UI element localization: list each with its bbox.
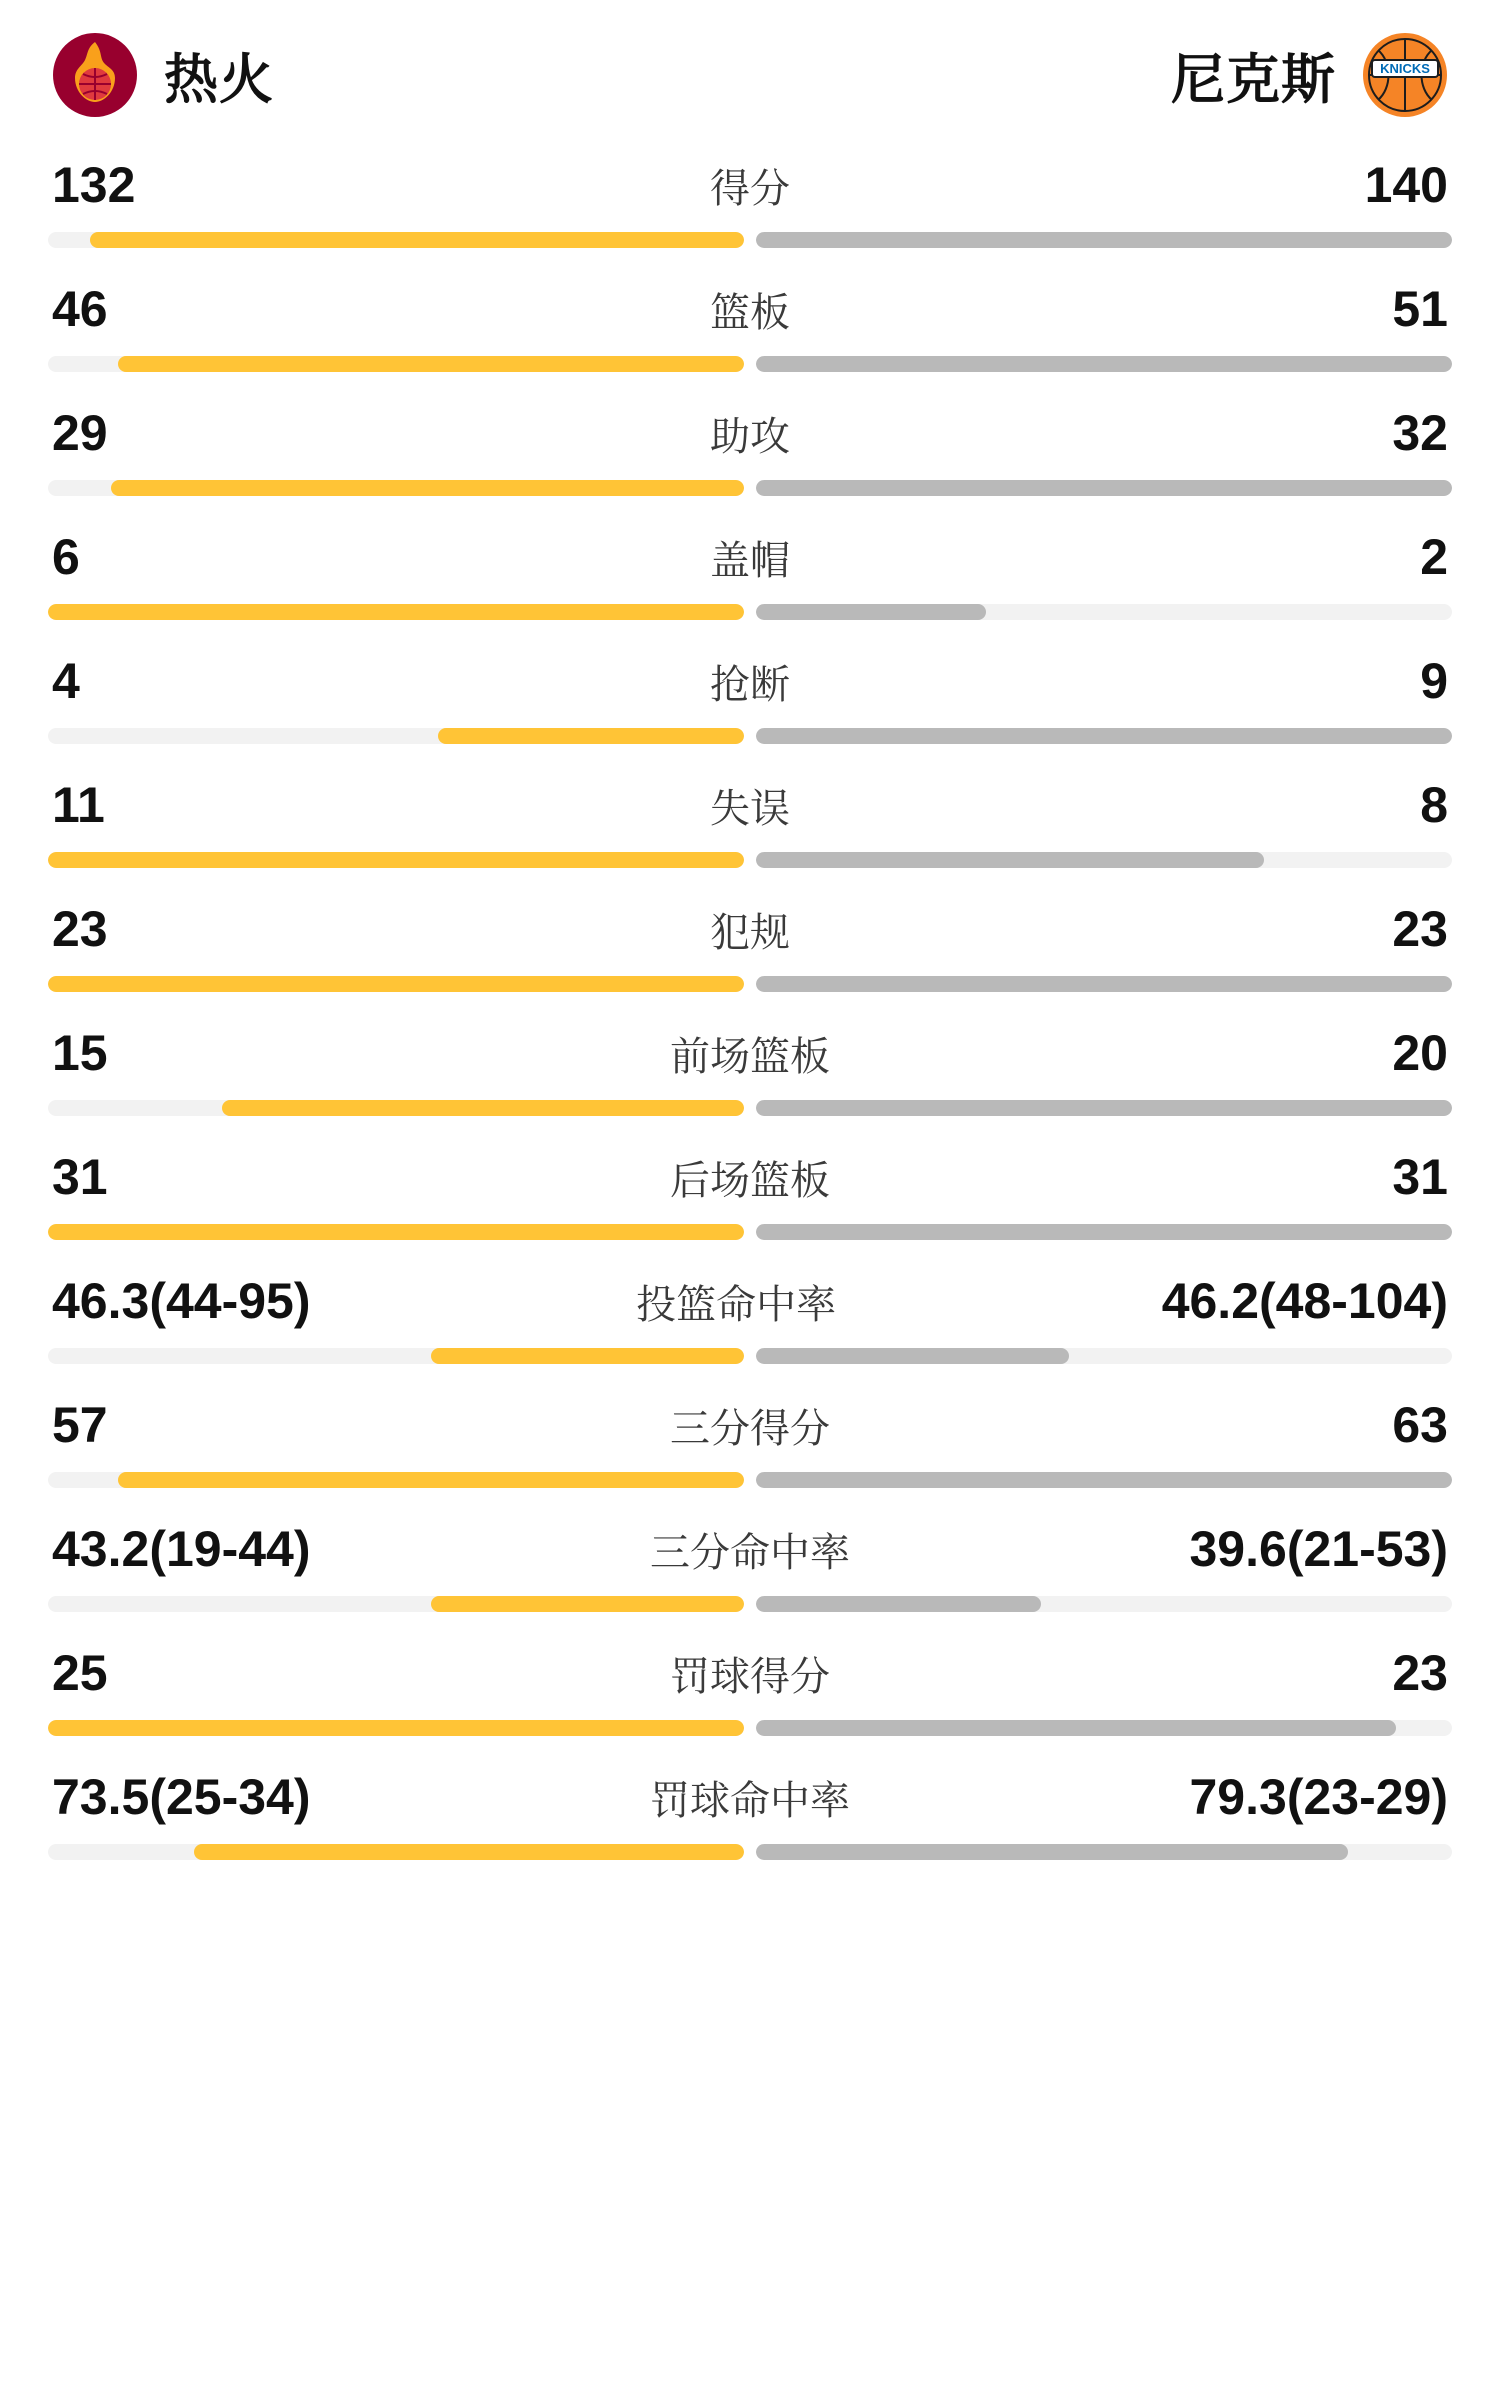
home-bar-track xyxy=(48,356,744,372)
home-bar-fill xyxy=(438,728,744,744)
away-stat-value: 79.3(23-29) xyxy=(1189,1769,1448,1825)
stat-bars xyxy=(48,852,1452,868)
away-bar-fill xyxy=(756,1100,1452,1116)
away-team-name: 尼克斯 xyxy=(1171,49,1336,110)
stat-bars xyxy=(48,1720,1452,1736)
away-bar-track xyxy=(756,976,1452,992)
away-stat-value: 2 xyxy=(1420,529,1448,585)
stat-row xyxy=(48,150,1452,248)
stat-header xyxy=(48,900,1452,958)
home-bar-fill xyxy=(48,976,744,992)
stat-bars xyxy=(48,728,1452,744)
stat-label: 三分得分 xyxy=(670,1407,830,1451)
away-bar-track xyxy=(756,232,1452,248)
away-bar-track xyxy=(756,1348,1452,1364)
stat-bars xyxy=(48,232,1452,248)
home-team xyxy=(52,32,274,118)
away-stat-value: 8 xyxy=(1420,777,1448,833)
away-bar-fill xyxy=(756,852,1264,868)
stat-row xyxy=(48,646,1452,744)
home-stat-value: 11 xyxy=(52,777,105,833)
away-bar-fill xyxy=(756,1472,1452,1488)
stat-bars xyxy=(48,1348,1452,1364)
stat-bars xyxy=(48,976,1452,992)
stat-row xyxy=(48,274,1452,372)
home-bar-fill xyxy=(222,1100,744,1116)
heat-logo-icon xyxy=(52,32,138,118)
home-bar-track xyxy=(48,852,744,868)
stat-bars xyxy=(48,604,1452,620)
home-bar-track xyxy=(48,1596,744,1612)
home-stat-value: 15 xyxy=(52,1025,108,1081)
home-stat-value: 132 xyxy=(52,157,136,213)
home-stat-value: 31 xyxy=(52,1149,108,1205)
home-bar-track xyxy=(48,1100,744,1116)
stat-label: 得分 xyxy=(710,167,790,211)
away-team xyxy=(1171,32,1448,118)
away-stat-value: 51 xyxy=(1392,281,1448,337)
home-bar-track xyxy=(48,728,744,744)
away-bar-track xyxy=(756,1596,1452,1612)
stat-header xyxy=(48,1272,1452,1330)
away-bar-fill xyxy=(756,604,986,620)
stat-label: 犯规 xyxy=(710,911,790,955)
away-bar-track xyxy=(756,1100,1452,1116)
stat-row xyxy=(48,1514,1452,1612)
away-bar-track xyxy=(756,1472,1452,1488)
stat-label: 助攻 xyxy=(710,415,790,459)
away-stat-value: 23 xyxy=(1392,901,1448,957)
away-bar-fill xyxy=(756,480,1452,496)
stat-label: 罚球命中率 xyxy=(650,1779,850,1823)
home-bar-fill xyxy=(194,1844,744,1860)
stat-label: 前场篮板 xyxy=(670,1035,830,1079)
stat-header xyxy=(48,156,1452,214)
home-stat-value: 46 xyxy=(52,281,108,337)
stat-row xyxy=(48,1390,1452,1488)
stat-header xyxy=(48,1768,1452,1826)
stat-bars xyxy=(48,1472,1452,1488)
home-stat-value: 29 xyxy=(52,405,108,461)
home-bar-fill xyxy=(48,1720,744,1736)
stat-label: 三分命中率 xyxy=(650,1531,850,1575)
away-bar-fill xyxy=(756,728,1452,744)
away-stat-value: 31 xyxy=(1392,1149,1448,1205)
away-bar-track xyxy=(756,1224,1452,1240)
away-stat-value: 39.6(21-53) xyxy=(1189,1521,1448,1577)
away-stat-value: 23 xyxy=(1392,1645,1448,1701)
home-bar-track xyxy=(48,1720,744,1736)
home-bar-fill xyxy=(431,1596,744,1612)
stat-row xyxy=(48,1018,1452,1116)
home-team-name: 热火 xyxy=(164,49,274,110)
away-bar-track xyxy=(756,604,1452,620)
stat-header xyxy=(48,652,1452,710)
home-bar-fill xyxy=(111,480,744,496)
away-bar-track xyxy=(756,852,1452,868)
home-stat-value: 25 xyxy=(52,1645,108,1701)
away-stat-value: 46.2(48-104) xyxy=(1161,1273,1448,1329)
away-stat-value: 140 xyxy=(1364,157,1448,213)
away-bar-fill xyxy=(756,356,1452,372)
home-bar-fill xyxy=(118,1472,744,1488)
stat-row xyxy=(48,522,1452,620)
stat-row xyxy=(48,1762,1452,1860)
away-stat-value: 9 xyxy=(1420,653,1448,709)
away-bar-track xyxy=(756,1844,1452,1860)
home-bar-track xyxy=(48,480,744,496)
away-bar-fill xyxy=(756,232,1452,248)
away-bar-fill xyxy=(756,1348,1069,1364)
home-bar-fill xyxy=(48,852,744,868)
stat-label: 后场篮板 xyxy=(670,1159,830,1203)
stat-row xyxy=(48,1142,1452,1240)
stat-bars xyxy=(48,356,1452,372)
away-bar-track xyxy=(756,480,1452,496)
stat-header xyxy=(48,404,1452,462)
home-stat-value: 46.3(44-95) xyxy=(52,1273,311,1329)
stat-row xyxy=(48,894,1452,992)
stat-label: 篮板 xyxy=(710,291,790,335)
away-stat-value: 20 xyxy=(1392,1025,1448,1081)
home-stat-value: 6 xyxy=(52,529,80,585)
stat-row xyxy=(48,1638,1452,1736)
stat-bars xyxy=(48,1596,1452,1612)
home-stat-value: 73.5(25-34) xyxy=(52,1769,311,1825)
home-bar-track xyxy=(48,1348,744,1364)
stat-label: 盖帽 xyxy=(710,539,790,583)
stat-header xyxy=(48,1148,1452,1206)
stat-row xyxy=(48,770,1452,868)
stat-header xyxy=(48,1644,1452,1702)
home-bar-track xyxy=(48,232,744,248)
home-stat-value: 4 xyxy=(52,653,80,709)
knicks-logo-icon xyxy=(1362,32,1448,118)
away-bar-fill xyxy=(756,1720,1396,1736)
away-stat-value: 32 xyxy=(1392,405,1448,461)
home-bar-fill xyxy=(118,356,744,372)
home-bar-track xyxy=(48,1472,744,1488)
stat-label: 罚球得分 xyxy=(670,1655,830,1699)
home-stat-value: 57 xyxy=(52,1397,108,1453)
stat-bars xyxy=(48,480,1452,496)
away-bar-fill xyxy=(756,976,1452,992)
stat-label: 失误 xyxy=(710,787,790,831)
home-bar-track xyxy=(48,604,744,620)
home-bar-fill xyxy=(90,232,744,248)
away-bar-track xyxy=(756,728,1452,744)
stat-bars xyxy=(48,1100,1452,1116)
stat-header xyxy=(48,528,1452,586)
stat-label: 投篮命中率 xyxy=(636,1283,837,1327)
stat-label: 抢断 xyxy=(710,663,790,707)
home-bar-fill xyxy=(48,1224,744,1240)
away-bar-fill xyxy=(756,1224,1452,1240)
stat-header xyxy=(48,1024,1452,1082)
home-bar-track xyxy=(48,976,744,992)
stat-row xyxy=(48,398,1452,496)
away-bar-fill xyxy=(756,1844,1348,1860)
away-bar-track xyxy=(756,356,1452,372)
home-bar-track xyxy=(48,1224,744,1240)
away-stat-value: 63 xyxy=(1392,1397,1448,1453)
stat-header xyxy=(48,1396,1452,1454)
away-bar-fill xyxy=(756,1596,1041,1612)
stat-header xyxy=(48,280,1452,338)
stat-bars xyxy=(48,1224,1452,1240)
stat-header xyxy=(48,1520,1452,1578)
stat-row xyxy=(48,1266,1452,1364)
svg-text:KNICKS: KNICKS xyxy=(1380,61,1430,76)
home-bar-track xyxy=(48,1844,744,1860)
home-stat-value: 43.2(19-44) xyxy=(52,1521,311,1577)
stat-bars xyxy=(48,1844,1452,1860)
stat-header xyxy=(48,776,1452,834)
home-bar-fill xyxy=(48,604,744,620)
home-bar-fill xyxy=(431,1348,744,1364)
stat-list xyxy=(48,150,1452,1860)
away-bar-track xyxy=(756,1720,1452,1736)
home-stat-value: 23 xyxy=(52,901,108,957)
matchup-header xyxy=(48,0,1452,150)
